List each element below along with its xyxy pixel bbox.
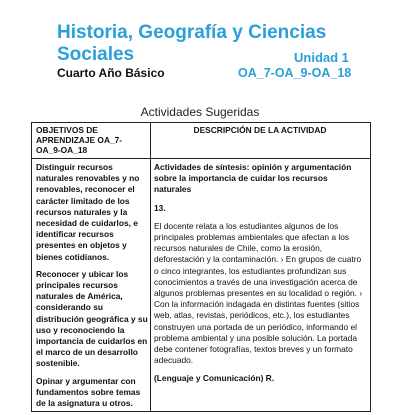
unit-label: Unidad 1 xyxy=(294,50,349,65)
activity-title: Actividades de síntesis: opinión y argumentación sobre la importancia de cuidar los recursos naturales xyxy=(154,162,352,195)
activities-table xyxy=(31,122,371,412)
activity-description: El docente relata a los estudiantes algunos de los principales problemas ambientales que afectan a los recursos naturales de Chile, como la erosión, deforestación y la contaminación. › En grupos de cuatro o cinco integrantes, los estudiantes profundizan sus conocimientos a través de una investigación acerca de algunos problemas presentes en su localidad o región. › Con la información indagada en distintas fuentes (sitios web, atlas, revistas, periódicos, etc.), los estudiantes construyen una portada de un periódico, informando el problema ambiental y una posible solución. La portada debe contener fotografías, textos breves y un formato adecuado. xyxy=(154,220,363,366)
objective-item: Distinguir recursos naturales renovables y no renovables, reconocer el carácter limitado de los recursos naturales y la necesidad de cuidarlos, e identificar recursos presentes en objetos y bienes cotidianos. xyxy=(36,162,140,262)
objective-item: Reconocer y ubicar los principales recursos naturales de América, considerando su distribución geográfica y su uso y reconociendo la importancia de cuidarlos en el marco de un desarrollo sostenible. xyxy=(36,268,148,369)
activity-integration: (Lenguaje y Comunicación) R. xyxy=(154,373,275,384)
objective-item: Opinar y argumentar con fundamentos sobre temas de la asignatura u otros. xyxy=(36,375,141,409)
table-column-divider xyxy=(150,123,151,411)
learning-objectives-codes: OA_7-OA_9-OA_18 xyxy=(238,66,352,80)
table-row-divider xyxy=(32,158,370,159)
table-header-objectives: OBJETIVOS DE APRENDIZAJE OA_7-OA_9-OA_18 xyxy=(36,125,123,155)
activity-description-cell xyxy=(154,162,366,392)
section-title: Actividades Sugeridas xyxy=(140,105,260,119)
document-title-line1: Historia, Geografía y Ciencias xyxy=(57,22,327,43)
table-header-description: DESCRIPCIÓN DE LA ACTIVIDAD xyxy=(193,125,327,135)
objectives-cell xyxy=(36,162,148,415)
grade-label: Cuarto Año Básico xyxy=(57,66,165,80)
document-title-line2: Sociales xyxy=(57,44,135,65)
activity-number: 13. xyxy=(154,202,166,213)
